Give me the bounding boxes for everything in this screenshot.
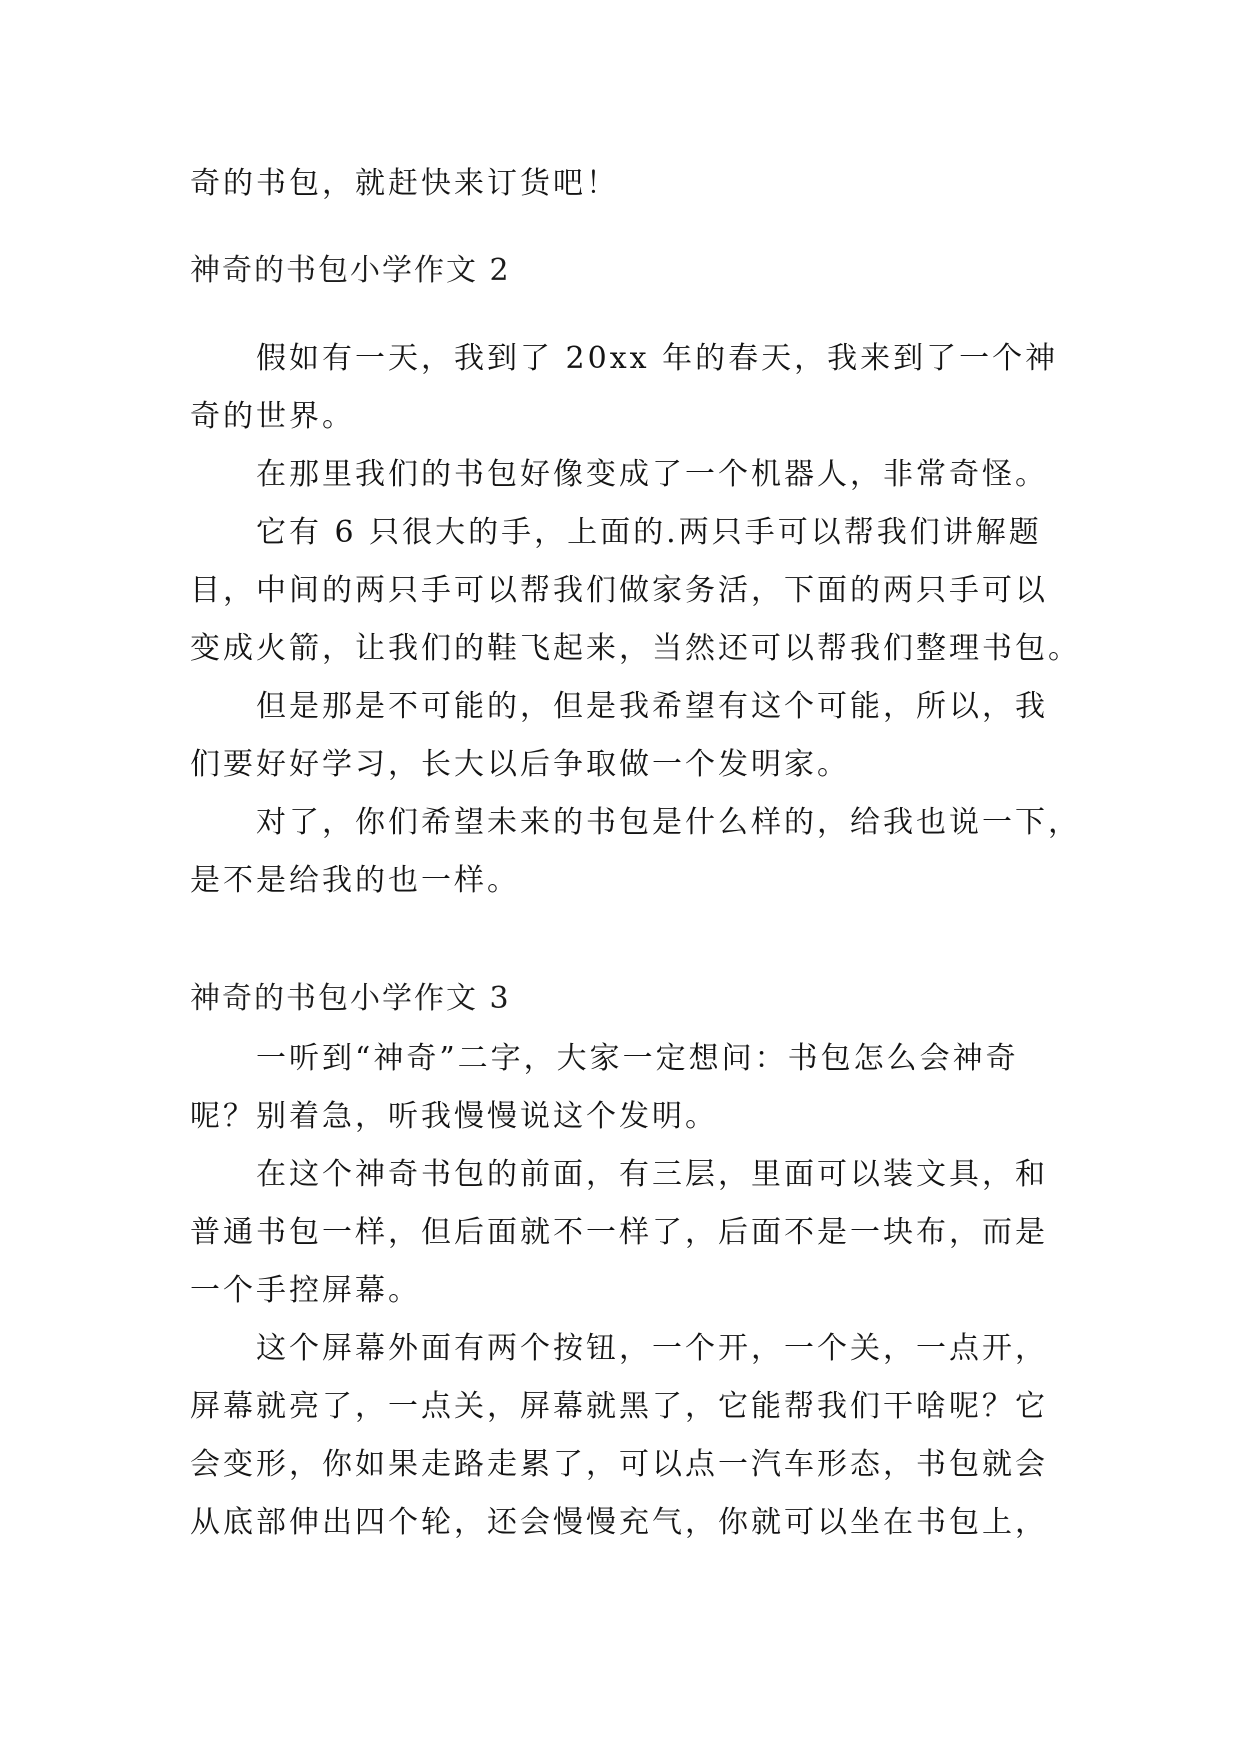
text-line: 们要好好学习，长大以后争取做一个发明家。 [190, 747, 850, 782]
paragraph [190, 1320, 1090, 1552]
essay-section-3 [190, 970, 1090, 1552]
text-line: 会变形，你如果走路走累了，可以点一汽车形态，书包就会 [190, 1447, 1048, 1482]
text-line: 它有 6 只很大的手，上面的.两只手可以帮我们讲解题 [256, 515, 1042, 550]
text-line: 这个屏幕外面有两个按钮，一个开，一个关，一点开， [256, 1331, 1048, 1366]
document-body [190, 155, 1090, 1552]
paragraph [190, 794, 1090, 910]
paragraph [190, 678, 1090, 794]
text-line: 一听到“神奇”二字，大家一定想问：书包怎么会神奇 [256, 1041, 1019, 1076]
text-line: 从底部伸出四个轮，还会慢慢充气，你就可以坐在书包上， [190, 1505, 1048, 1540]
paragraph [190, 446, 1090, 504]
paragraph [190, 1030, 1090, 1146]
text-line: 是不是给我的也一样。 [190, 863, 520, 898]
essay-tail [190, 155, 1090, 213]
text-line: 屏幕就亮了，一点关，屏幕就黑了，它能帮我们干啥呢？它 [190, 1389, 1048, 1424]
text-line: 一个手控屏幕。 [190, 1273, 421, 1308]
essay-section-2 [190, 242, 1090, 910]
section-title: 神奇的书包小学作文 2 [190, 253, 511, 288]
text-line: 在那里我们的书包好像变成了一个机器人，非常奇怪。 [256, 457, 1048, 492]
text-line: 奇的书包，就赶快来订货吧！ [190, 166, 619, 201]
paragraph [190, 504, 1090, 678]
paragraph [190, 330, 1090, 446]
text-line: 目，中间的两只手可以帮我们做家务活，下面的两只手可以 [190, 573, 1048, 608]
text-line: 在这个神奇书包的前面，有三层，里面可以装文具，和 [256, 1157, 1048, 1192]
section-title: 神奇的书包小学作文 3 [190, 981, 511, 1016]
text-line: 但是那是不可能的，但是我希望有这个可能，所以，我 [256, 689, 1048, 724]
text-line: 普通书包一样，但后面就不一样了，后面不是一块布，而是 [190, 1215, 1048, 1250]
section-body [190, 1030, 1090, 1552]
text-line: 对了，你们希望未来的书包是什么样的，给我也说一下， [256, 805, 1081, 840]
text-line: 变成火箭，让我们的鞋飞起来，当然还可以帮我们整理书包。 [190, 631, 1081, 666]
text-line: 奇的世界。 [190, 399, 355, 434]
section-body [190, 330, 1090, 910]
text-line: 呢？别着急，听我慢慢说这个发明。 [190, 1099, 718, 1134]
paragraph [190, 1146, 1090, 1320]
text-line: 假如有一天，我到了 20xx 年的春天，我来到了一个神 [256, 341, 1059, 376]
